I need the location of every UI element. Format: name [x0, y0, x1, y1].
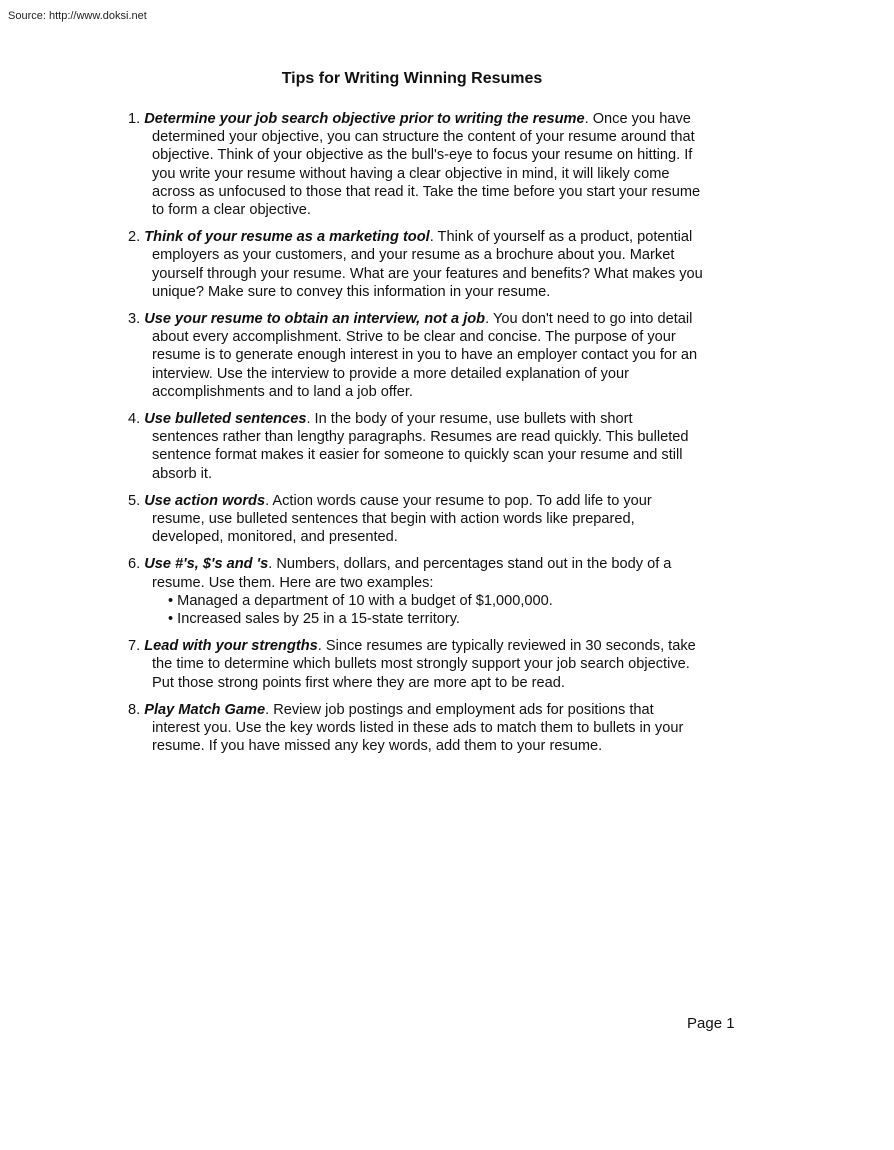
tip-body: . In the body of your resume, use bullets with short sentences rather than lengthy paragraphs. Resumes are read quickly. This bulleted sentence format makes it easier for someone to quickly scan your resume and still absorb it.: [152, 411, 689, 482]
tip-item: [123, 410, 703, 483]
tip-number: 3.: [128, 311, 141, 328]
source-line: Source: http://www.doksi.net: [8, 10, 147, 22]
tip-number: 7.: [128, 638, 141, 655]
example-bullet: • Increased sales by 25 in a 15-state territory.: [168, 611, 460, 628]
document-title: Tips for Writing Winning Resumes: [281, 70, 543, 87]
tip-item: [123, 492, 703, 547]
tip-item: [123, 701, 703, 756]
tips-list: [123, 110, 703, 765]
tip-number: 6.: [128, 556, 141, 573]
tip-heading: Lead with your strengths: [144, 638, 318, 655]
tip-item: [123, 555, 703, 628]
tip-heading: Play Match Game: [144, 701, 266, 718]
tip-body: . Action words cause your resume to pop. To add life to your resume, use bulleted sentences that begin with action words like prepared, developed, monitored, and presented.: [152, 492, 652, 546]
tip-heading: Determine your job search objective prior to writing the resume: [144, 111, 585, 127]
tip-number: 4.: [128, 411, 141, 428]
tip-heading: Think of your resume as a marketing tool: [144, 229, 430, 246]
tip-body: . Numbers, dollars, and percentages stand out in the body of a resume. Use them. Here are two examples:: [152, 556, 672, 591]
tip-heading: Use bulleted sentences: [144, 411, 307, 428]
example-bullet: • Managed a department of 10 with a budget of $1,000,000.: [168, 592, 553, 609]
page-number: Page 1: [687, 1015, 735, 1032]
tip-heading: Use #'s, $'s and 's: [144, 556, 269, 573]
tip-item: [123, 637, 703, 692]
tip-number: 5.: [128, 492, 141, 509]
tip-heading: Use action words: [144, 492, 266, 509]
tip-item: [123, 310, 703, 401]
example-bullets: [152, 592, 703, 628]
tip-body: . Once you have determined your objective, you can structure the content of your resume around that objective. Think of your objective as the bull's-eye to focus your resume on hitting. If you write your resume without having a clear objective in mind, it will likely come across as unfocused to those that read it. Take the time before you start your resume to form a clear objective.: [152, 111, 701, 219]
tip-body: . Review job postings and employment ads for positions that interest you. Use the key words listed in these ads to match them to bullets in your resume. If you have missed any key words, add them to your resume.: [152, 701, 684, 755]
tip-item: [123, 228, 703, 301]
tip-body: . You don't need to go into detail about every accomplishment. Strive to be clear and concise. The purpose of your resume is to generate enough interest in you to have an employer contact you for an interview. Use the interview to provide a more detailed explanation of your accomplishments and to land a job offer.: [152, 311, 698, 400]
tip-number: 8.: [128, 701, 141, 718]
tip-heading: Use your resume to obtain an interview, not a job: [144, 311, 486, 328]
tip-body: . Since resumes are typically reviewed in 30 seconds, take the time to determine which bullets most strongly support your job search objective. Put those strong points first where they are more apt to be read.: [152, 638, 696, 691]
tip-body: . Think of yourself as a product, potential employers as your customers, and your resume as a brochure about you. Market yourself through your resume. What are your features and benefits? What makes you unique? Make sure to convey this information in your resume.: [152, 229, 703, 300]
tip-number: 2.: [128, 229, 141, 246]
tip-item: [123, 110, 703, 219]
tip-number: 1.: [128, 111, 141, 127]
